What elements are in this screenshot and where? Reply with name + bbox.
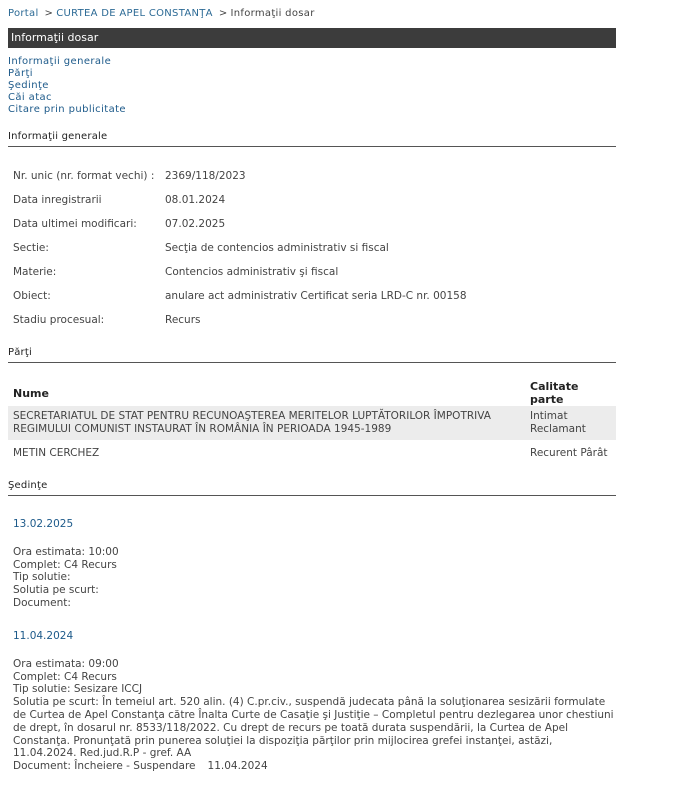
session-date: 13.02.2025 xyxy=(13,518,74,530)
info-value: Recurs xyxy=(165,314,201,326)
party-role: Recurent Pârât xyxy=(530,447,608,459)
info-row xyxy=(8,284,616,308)
party-name: METIN CERCHEZ xyxy=(13,447,100,459)
table-row xyxy=(8,440,616,464)
info-row xyxy=(8,260,616,284)
section-heading-parti: Părţi xyxy=(8,347,616,363)
breadcrumb-separator: > xyxy=(218,8,228,19)
breadcrumb-portal-link[interactable]: Portal xyxy=(8,8,39,19)
info-label: Materie: xyxy=(13,266,57,278)
session-solution-type: Tip solutie: Sesizare ICCJ xyxy=(13,683,143,696)
session-document-label: Document: Încheiere - Suspendare xyxy=(13,760,196,773)
info-label: Nr. unic (nr. format vechi) : xyxy=(13,170,155,182)
breadcrumb-court-link[interactable]: CURTEA DE APEL CONSTANŢA xyxy=(56,8,213,19)
session-time: Ora estimata: 10:00 xyxy=(13,545,119,558)
info-value: 07.02.2025 xyxy=(165,218,226,230)
info-label: Sectie: xyxy=(13,242,49,254)
session-document-date: 11.04.2024 xyxy=(207,760,268,773)
section-heading-info-generale: Informaţii generale xyxy=(8,131,616,147)
section-heading-sedinte: Şedinţe xyxy=(8,480,616,496)
info-row xyxy=(8,212,616,236)
session-document xyxy=(13,760,616,773)
info-value: Contencios administrativ şi fiscal xyxy=(165,266,339,278)
nav-link-cai-atac[interactable]: Căi atac xyxy=(8,92,52,103)
breadcrumb-current: Informaţii dosar xyxy=(230,8,315,19)
session-panel: Complet: C4 Recurs xyxy=(13,670,117,683)
info-label: Stadiu procesual: xyxy=(13,314,105,326)
table-row xyxy=(8,406,616,440)
party-role-line: Intimat xyxy=(530,410,568,422)
party-role xyxy=(525,406,616,440)
nav-link-parti[interactable]: Părţi xyxy=(8,68,33,79)
info-label: Obiect: xyxy=(13,290,51,302)
page-title-bar xyxy=(8,28,616,48)
party-role-line: Reclamant xyxy=(530,423,586,435)
info-label: Data inregistrarii xyxy=(13,194,102,206)
info-value: anulare act administrativ Certificat seria LRD-C nr. 00158 xyxy=(165,290,467,302)
session-item xyxy=(13,630,616,773)
info-label: Data ultimei modificari: xyxy=(13,218,137,230)
nav-link-info-generale[interactable]: Informaţii generale xyxy=(8,56,112,67)
parties-header-row xyxy=(8,380,616,406)
info-row xyxy=(8,236,616,260)
column-header-name: Nume xyxy=(13,386,49,400)
column-header-role: Calitate parte xyxy=(530,380,579,406)
session-document: Document: xyxy=(13,596,71,609)
info-row xyxy=(8,164,616,188)
session-item xyxy=(13,518,616,610)
parties-table xyxy=(8,380,616,464)
info-value: Secţia de contencios administrativ si fiscal xyxy=(165,242,389,254)
session-date: 11.04.2024 xyxy=(13,630,74,642)
info-value: 08.01.2024 xyxy=(165,194,226,206)
party-name: SECRETARIATUL DE STAT PENTRU RECUNOAŞTEREA MERITELOR LUPTĂTORILOR ÎMPOTRIVA REGIMULUI COMUNIST INSTAURAT ÎN ROMÂNIA ÎN PERIOADA 1945-1989 xyxy=(8,406,525,440)
info-row xyxy=(8,188,616,212)
info-row xyxy=(8,308,616,332)
session-panel: Complet: C4 Recurs xyxy=(13,558,117,571)
session-solution-type: Tip solutie: xyxy=(13,571,71,584)
general-info-table xyxy=(8,164,616,332)
section-nav xyxy=(8,56,126,116)
breadcrumb xyxy=(8,8,315,19)
nav-link-citare[interactable]: Citare prin publicitate xyxy=(8,104,126,115)
info-value: 2369/118/2023 xyxy=(165,170,246,182)
session-time: Ora estimata: 09:00 xyxy=(13,657,119,670)
nav-link-sedinte[interactable]: Şedinţe xyxy=(8,80,49,91)
page-title: Informaţii dosar xyxy=(11,31,99,44)
session-solution-summary: Solutia pe scurt: xyxy=(13,584,99,597)
breadcrumb-separator: > xyxy=(44,8,54,19)
session-solution-summary: Solutia pe scurt: În temeiul art. 520 alin. (4) C.pr.civ., suspendă judecata până la soluţionarea sesizării formulate de Curtea de Apel Constanţa către Înalta Curte de Casaţie şi Justiţie – Completul pentru dezlegarea unor chestiuni de drept, în dosarul nr. 8533/118/2022. Cu drept de recurs pe toată durata suspendării, la Curtea de Apel Constanţa. Pronunţată prin punerea soluţiei la dispoziţia părţilor prin mijlocirea grefei instanţei, astăzi, 11.04.2024. Red.jud.R.P - gref. AA xyxy=(13,696,614,760)
